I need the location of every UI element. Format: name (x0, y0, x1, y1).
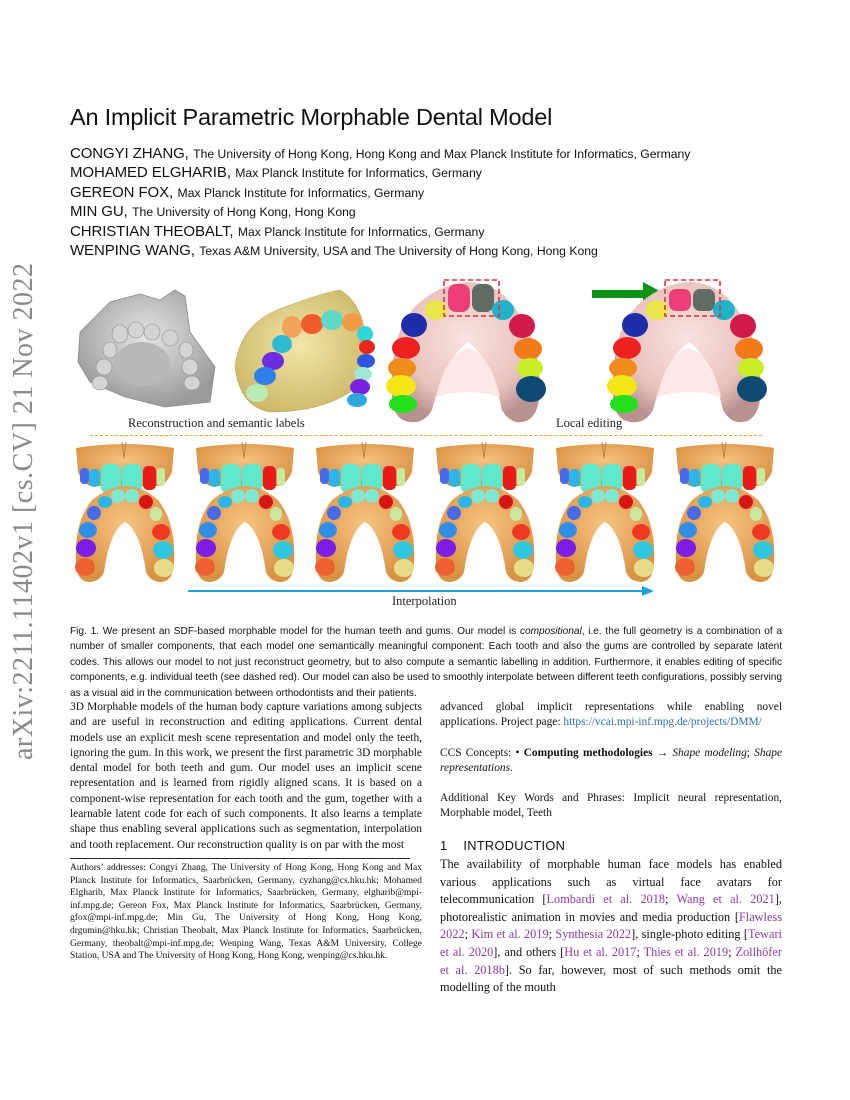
citation-link[interactable]: Lombardi et al. 2018 (546, 892, 666, 907)
author-affiliation: Max Planck Institute for Informatics, Germany (177, 185, 425, 200)
citation-link[interactable]: Hu et al. 2017 (564, 944, 637, 959)
ccs-separator: ; (746, 746, 755, 759)
author-row (70, 222, 690, 241)
abstract-right-column (440, 700, 782, 837)
author-row (70, 202, 690, 221)
author-affiliation: Max Planck Institute for Informatics, Germany (237, 224, 485, 239)
teaser-figure (70, 272, 790, 617)
footnote-rule (70, 858, 410, 859)
paper-title: An Implicit Parametric Morphable Dental Model (70, 104, 553, 130)
author-row (70, 163, 690, 182)
author-name: GEREON FOX, (70, 183, 174, 201)
author-row (70, 183, 690, 202)
caption-text: Fig. 1. We present an SDF-based morphable model for the human teeth and gums. Our model is (70, 626, 520, 637)
abstract-left-column: 3D Morphable models of the human body capture variations among subjects and are useful in reconstruction and editing applications. Current dental models use an explicit mesh scene representation and model only the teeth, ignoring the gum. In this work, we present the first parametric 3D morphable dental model for both teeth and gum. Our model uses an implicit scene representation and is learned from rigidly aligned scans. It is based on a component-wise representation for each tooth and the gum, together with a learnable latent code for each of such components. It also learns a template shape thus enabling several applications such as segmentation, interpolation and tooth replacement. Our reconstruction quality is on par with the most (70, 701, 422, 851)
author-name: MOHAMED ELGHARIB, (70, 164, 231, 182)
author-row (70, 241, 690, 260)
figure-separator (90, 435, 762, 436)
author-affiliation: The University of Hong Kong, Hong Kong (132, 205, 356, 220)
ccs-concepts (440, 746, 782, 777)
interpolation-sequence (75, 442, 774, 582)
body-text: ], single-photo editing [ (631, 927, 749, 942)
body-text: ; (464, 927, 472, 942)
raw-scan-render (78, 290, 215, 407)
author-affiliation: The University of Hong Kong, Hong Kong and Max Planck Institute for Informatics, Germany (193, 147, 691, 161)
author-affiliation: Max Planck Institute for Informatics, Germany (235, 166, 482, 181)
semantic-label-render (235, 290, 375, 412)
ccs-label: CCS Concepts: • (440, 746, 524, 759)
author-affiliation: Texas A&M University, USA and The University of Hong Kong, Hong Kong (199, 243, 598, 258)
arch-before-edit (386, 280, 546, 422)
body-text: ], and others [ (493, 944, 565, 959)
interp-frame (435, 442, 534, 582)
figure-caption (70, 624, 782, 701)
citation-link[interactable]: Wang et al. 2021 (676, 892, 775, 907)
author-name: CHRISTIAN THEOBALT, (70, 222, 234, 240)
author-name: WENPING WANG, (70, 241, 195, 259)
caption-text: , i.e. the full geometry is a combination of a number of smaller components, that each model one semantically meaningful component: Each tooth and also the gums are controlled by separate latent codes. This allows our model to not just reconstruct geometry, but to also compute a semantic labelling in addition. Furthermore, it enables editing of specific components, e.g. individual teeth (see dashed red). Our model can also be used to smoothly interpolate between different teeth configurations, possibly serving as a visual aid in the communication between orthodontists and their patients. (70, 626, 782, 699)
ccs-arrow: → (652, 746, 673, 759)
section-heading-introduction (440, 838, 565, 853)
ccs-term: Shape modeling (672, 746, 747, 759)
author-list (70, 144, 690, 260)
citation-link[interactable]: Thies et al. 2019 (643, 944, 729, 959)
author-name: MIN GU, (70, 203, 128, 221)
citation-link[interactable]: Synthesia 2022 (555, 927, 632, 942)
abstract-text: advanced global implicit representations while enabling novel applications. (440, 701, 782, 729)
body-text: ]. So far, however, most of such methods omit the modelling of the mouth (440, 962, 782, 995)
citation-link[interactable]: Tewari et al. 2020 (440, 927, 782, 959)
body-text: ; (728, 944, 736, 959)
interp-frame (75, 442, 174, 582)
ccs-end: . (510, 761, 513, 774)
abstract-continuation (440, 700, 782, 731)
interp-frame (315, 442, 414, 582)
introduction-body (440, 856, 782, 997)
body-text: ; (665, 892, 677, 907)
citation-link[interactable]: Flawless 2022 (440, 909, 782, 942)
author-name: CONGYI ZHANG, (70, 145, 189, 162)
body-text: The availability of morphable human face models has enabled various applications such as virtual face avatars for telecommunication [ (440, 857, 782, 907)
ccs-term: Shape representations (440, 746, 783, 774)
interp-frame (675, 442, 774, 582)
arxiv-identifier-stamp: arXiv:2211.11402v1 [cs.CV] 21 Nov 2022 (8, 262, 39, 760)
citation-link[interactable]: Kim et al. 2019 (471, 927, 549, 942)
body-text: ], photorealistic animation in movies and media production [ (440, 892, 782, 924)
local-editing-label: Local editing (556, 416, 623, 430)
interp-frame (555, 442, 654, 582)
section-number: 1 (440, 838, 448, 853)
reconstruction-label: Reconstruction and semantic labels (128, 416, 305, 430)
body-text: ; (636, 944, 644, 959)
section-title: INTRODUCTION (463, 838, 566, 853)
arch-after-edit (607, 280, 767, 422)
keywords: Additional Key Words and Phrases: Implicit neural representation, Morphable model, Teeth (440, 792, 782, 820)
caption-emphasis: compositional (519, 626, 582, 637)
body-text: ; (548, 927, 556, 942)
project-page-label: Project page: (500, 716, 564, 729)
authors-addresses-footnote: Authors’ addresses: Congyi Zhang, The University of Hong Kong, Hong Kong and Max Planck Institute for Informatics, Saarbrücken, Germany, cyzhang@cs.hku.hk; Mohamed Elgharib, Max Planck Institute for Informatics, Saarbrücken, Germany, elgharib@mpi-inf.mpg.de; Gereon Fox, Max Planck Institute for Informatics, Saarbrücken, Germany, gfox@mpi-inf.mpg.de; Min Gu, The University of Hong Kong, Hong Kong, drgumin@hku.hk; Christian Theobalt, Max Planck Institute for Informatics, Saarbrücken, Germany, theobalt@mpi-inf.mpg.de; Wenping Wang, Texas A&M University, College Station, USA and The University of Hong Kong, Hong Kong, wenping@cs.hku.hk. (70, 863, 422, 962)
citation-link[interactable]: Zollhöfer et al. 2018b (440, 944, 782, 977)
ccs-category: Computing methodologies (523, 746, 653, 759)
project-page-link[interactable]: https://vcai.mpi-inf.mpg.de/projects/DMM/ (563, 716, 762, 729)
interpolation-label: Interpolation (392, 594, 457, 608)
author-row (70, 144, 690, 163)
interp-frame (195, 442, 294, 582)
